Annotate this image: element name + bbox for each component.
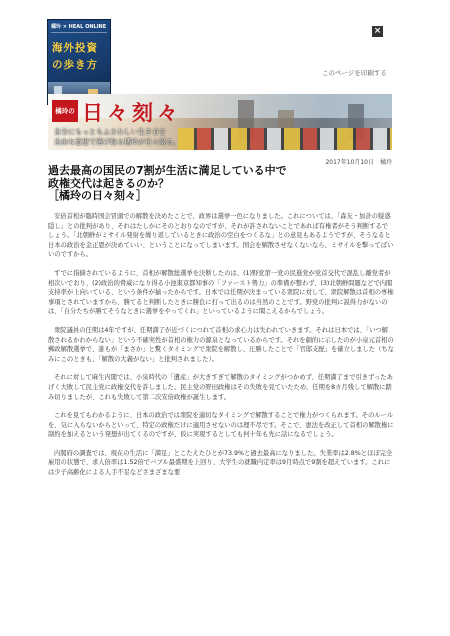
article-date: 2017年10月10日 橘玲 xyxy=(325,159,392,166)
banner-traffic xyxy=(178,128,392,150)
article-paragraph: 衆院議員の任期は4年ですが、任期満了が近づくにつれて首相の求心力は失われていきます。それは日本では、「いつ解散されるかわからない」という不確実性が首相の権力の源泉となっているからです。それを劇的に示したのが小泉元首相の郵政解散選挙で、誰もが「まさか」と驚くタイミングで衆院を解散し、圧勝したことで「官邸支配」を確立しました（ちなみにこのときも、「解散の大義がない」と批判されました）。 xyxy=(48,326,394,363)
book-publisher-label: 橘玲 × HEAL ONLINE xyxy=(51,22,107,33)
column-banner xyxy=(48,94,392,150)
article-paragraph: 内閣府の調査では、現在の生活に「満足」とこたえたひとが73.9%と過去最高になりました。失業率は2.8%とほぼ完全雇用の状態で、求人倍率は1.52倍でバブル最盛期を上回り、大学生の就職内定率は9月時点で9割を超えています。これには少子高齢化による人手不足などさまざまな要 xyxy=(48,449,393,477)
book-title-line1: 海外投資 xyxy=(52,42,98,54)
article-paragraph: 安倍首相が臨時国会冒頭での解散を決めたことで、政界は選挙一色になりました。これについては、「森友・加計の疑惑隠し」との批判があり、それはたしかにそのとおりなのですが、それが許されないことであれば有権者がそう判断するでしょう。「北朝鮮がミサイル発射を繰り返しているときに政治の空白をつくるな」との意見もあるようですが、そうなると日本の政治を金正恩が決めていい、ということになってしまいます。国会を解散させなくないなら、ミサイルを撃ってばいいのですから。 xyxy=(48,213,394,259)
banner-logo-title: 日々刻々 xyxy=(82,100,182,125)
article-body xyxy=(48,212,394,487)
print-page-link[interactable]: このページを印刷する xyxy=(322,69,387,77)
book-cover-image[interactable] xyxy=(48,20,110,104)
banner-tagline-1: 自分にもっともふさわしい生き方を xyxy=(54,128,166,136)
article-paragraph: それに対して麻生内閣では、小泉時代の「遺産」が大きすぎて解散のタイミングがつかめず、任期満了まで引きずったあげく大敗して民主党に政権交代を許しました。民主党の野田政権はその失敗を見ていたため、任期を8カ月残して解散に踏み切りましたが、これも失敗して第二次安倍政権が誕生します。 xyxy=(48,374,393,401)
banner-logo-small: 橘玲の xyxy=(52,100,78,122)
article-paragraph: すでに指摘されているように、首相が解散総選挙を決断したのは、(1)野党第一党の民進党が党首交代で混乱し離党者が相次いでおり、(2)政治的脅威になり得る小池東京都知事の「ファースト勢力」の準備が整わず、(3)北朝鮮問題などで内閣支持率が上向いている、という条件が揃ったからです。日本では任期が決まっている衆院に対して、衆院解散は首相の専権事項とされていますから、勝てると判断したときに勝負に打って出るのは当然のことです。野党の批判に説得力がないのは、「自分たちが勝てそうなときに選挙をやってくれ」といっているように聞こえるからでしょう。 xyxy=(48,269,394,316)
article-title: 過去最高の国民の7割が生活に満足している中で 政権交代は起きるのか？ ［橘玲の日々刻々］ xyxy=(48,164,287,202)
close-button[interactable]: × xyxy=(373,26,382,36)
article-paragraph: これを見てもわかるように、日本の政治では衆院を適切なタイミングで解散することで権力がつくられます。そのルールを、気に入らないからといって、特定の政権だけに適用させないのは理不尽です。そこで、憲法を改正して首相の解散権に制約を加えるという発想が出てくるのですが、仮に実現するとしても何十年も先に話になるでしょう。 xyxy=(48,412,394,439)
banner-tagline-2: 自由な意思で選び取る橘玲が日々綴る。 xyxy=(54,138,180,146)
book-title-line2: の歩き方 xyxy=(52,59,98,71)
